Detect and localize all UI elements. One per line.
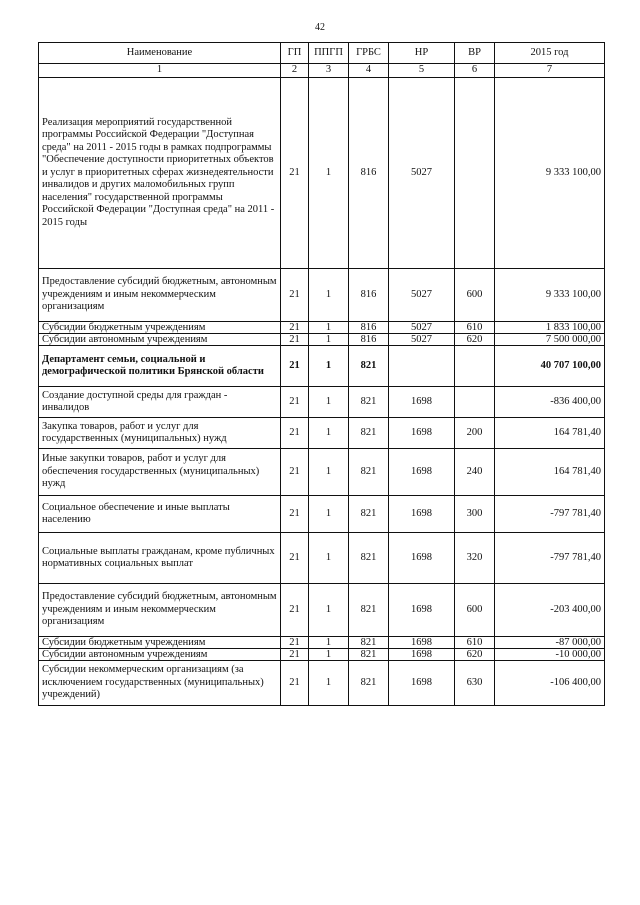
header-nr: НР bbox=[389, 43, 455, 64]
row-gp: 21 bbox=[281, 649, 309, 661]
row-gp: 21 bbox=[281, 449, 309, 496]
row-gp: 21 bbox=[281, 661, 309, 706]
row-grbs: 821 bbox=[349, 584, 389, 637]
table-row bbox=[39, 496, 605, 533]
table-row bbox=[39, 387, 605, 418]
index-cell: 6 bbox=[455, 64, 495, 78]
row-name: Реализация мероприятий государственной программы Российской Федерации "Доступная среда" на 2011 - 2015 годы в рамках подпрограммы "Обеспечение доступности приоритетных объектов и услуг в приоритетных сферах жизнедеятельности инвалидов и других маломобильных групп населения" государственной программы Российской Федерации "Доступная среда" на 2011 - 2015 годы bbox=[39, 78, 281, 269]
row-vr: 200 bbox=[455, 418, 495, 449]
header-grbs: ГРБС bbox=[349, 43, 389, 64]
row-gp: 21 bbox=[281, 584, 309, 637]
row-vr bbox=[455, 78, 495, 269]
table-row-department bbox=[39, 346, 605, 387]
row-gp: 21 bbox=[281, 78, 309, 269]
row-grbs: 821 bbox=[349, 418, 389, 449]
row-amount: -203 400,00 bbox=[495, 584, 605, 637]
row-vr: 240 bbox=[455, 449, 495, 496]
header-row bbox=[39, 43, 605, 64]
row-vr: 630 bbox=[455, 661, 495, 706]
row-ppgp: 1 bbox=[309, 387, 349, 418]
index-cell: 7 bbox=[495, 64, 605, 78]
row-name: Субсидии бюджетным учреждениям bbox=[39, 637, 281, 649]
row-amount: 1 833 100,00 bbox=[495, 322, 605, 334]
index-row bbox=[39, 64, 605, 78]
page-number: 42 bbox=[315, 22, 325, 33]
row-amount: -10 000,00 bbox=[495, 649, 605, 661]
row-gp: 21 bbox=[281, 269, 309, 322]
table-row bbox=[39, 533, 605, 584]
row-nr: 1698 bbox=[389, 584, 455, 637]
row-ppgp: 1 bbox=[309, 322, 349, 334]
row-nr: 1698 bbox=[389, 387, 455, 418]
row-amount: -797 781,40 bbox=[495, 496, 605, 533]
row-nr: 5027 bbox=[389, 334, 455, 346]
row-ppgp: 1 bbox=[309, 637, 349, 649]
row-grbs: 816 bbox=[349, 322, 389, 334]
row-name: Иные закупки товаров, работ и услуг для обеспечения государственных (муниципальных) нужд bbox=[39, 449, 281, 496]
row-name: Создание доступной среды для граждан - инвалидов bbox=[39, 387, 281, 418]
row-grbs: 821 bbox=[349, 637, 389, 649]
row-ppgp: 1 bbox=[309, 346, 349, 387]
row-grbs: 816 bbox=[349, 334, 389, 346]
row-nr: 1698 bbox=[389, 637, 455, 649]
row-vr bbox=[455, 387, 495, 418]
row-amount: -87 000,00 bbox=[495, 637, 605, 649]
row-gp: 21 bbox=[281, 334, 309, 346]
row-name: Социальное обеспечение и иные выплаты населению bbox=[39, 496, 281, 533]
row-nr: 1698 bbox=[389, 661, 455, 706]
row-ppgp: 1 bbox=[309, 418, 349, 449]
row-name: Предоставление субсидий бюджетным, автономным учреждениям и иным некоммерческим организациям bbox=[39, 584, 281, 637]
row-vr: 300 bbox=[455, 496, 495, 533]
row-name: Предоставление субсидий бюджетным, автономным учреждениям и иным некоммерческим организациям bbox=[39, 269, 281, 322]
row-ppgp: 1 bbox=[309, 584, 349, 637]
row-grbs: 821 bbox=[349, 661, 389, 706]
row-name: Субсидии бюджетным учреждениям bbox=[39, 322, 281, 334]
row-vr: 320 bbox=[455, 533, 495, 584]
row-grbs: 816 bbox=[349, 78, 389, 269]
row-gp: 21 bbox=[281, 346, 309, 387]
header-ppgp: ППГП bbox=[309, 43, 349, 64]
row-grbs: 821 bbox=[349, 449, 389, 496]
row-nr bbox=[389, 346, 455, 387]
row-vr: 600 bbox=[455, 269, 495, 322]
header-vr: ВР bbox=[455, 43, 495, 64]
table-row bbox=[39, 418, 605, 449]
table-row bbox=[39, 269, 605, 322]
table-row bbox=[39, 78, 605, 269]
row-vr bbox=[455, 346, 495, 387]
row-name: Департамент семьи, социальной и демографической политики Брянской области bbox=[39, 346, 281, 387]
row-ppgp: 1 bbox=[309, 496, 349, 533]
index-cell: 1 bbox=[39, 64, 281, 78]
row-ppgp: 1 bbox=[309, 649, 349, 661]
row-amount: -797 781,40 bbox=[495, 533, 605, 584]
row-grbs: 821 bbox=[349, 387, 389, 418]
row-amount: 7 500 000,00 bbox=[495, 334, 605, 346]
index-cell: 2 bbox=[281, 64, 309, 78]
table-row bbox=[39, 584, 605, 637]
row-amount: 40 707 100,00 bbox=[495, 346, 605, 387]
row-nr: 1698 bbox=[389, 649, 455, 661]
index-cell: 4 bbox=[349, 64, 389, 78]
header-name: Наименование bbox=[39, 43, 281, 64]
row-name: Субсидии некоммерческим организациям (за исключением государственных (муниципальных) учреждений) bbox=[39, 661, 281, 706]
row-ppgp: 1 bbox=[309, 78, 349, 269]
row-amount: 9 333 100,00 bbox=[495, 78, 605, 269]
row-grbs: 821 bbox=[349, 496, 389, 533]
row-nr: 5027 bbox=[389, 269, 455, 322]
row-nr: 1698 bbox=[389, 418, 455, 449]
row-gp: 21 bbox=[281, 496, 309, 533]
row-gp: 21 bbox=[281, 418, 309, 449]
row-vr: 600 bbox=[455, 584, 495, 637]
row-gp: 21 bbox=[281, 387, 309, 418]
row-gp: 21 bbox=[281, 637, 309, 649]
row-ppgp: 1 bbox=[309, 334, 349, 346]
row-ppgp: 1 bbox=[309, 533, 349, 584]
row-amount: 164 781,40 bbox=[495, 449, 605, 496]
row-gp: 21 bbox=[281, 533, 309, 584]
row-gp: 21 bbox=[281, 322, 309, 334]
row-grbs: 816 bbox=[349, 269, 389, 322]
table-row bbox=[39, 334, 605, 346]
index-cell: 5 bbox=[389, 64, 455, 78]
header-gp: ГП bbox=[281, 43, 309, 64]
budget-table bbox=[38, 42, 605, 706]
row-ppgp: 1 bbox=[309, 661, 349, 706]
row-vr: 620 bbox=[455, 649, 495, 661]
row-nr: 1698 bbox=[389, 496, 455, 533]
row-vr: 610 bbox=[455, 322, 495, 334]
row-ppgp: 1 bbox=[309, 269, 349, 322]
row-grbs: 821 bbox=[349, 346, 389, 387]
row-amount: -106 400,00 bbox=[495, 661, 605, 706]
row-amount: -836 400,00 bbox=[495, 387, 605, 418]
row-nr: 5027 bbox=[389, 322, 455, 334]
row-ppgp: 1 bbox=[309, 449, 349, 496]
table-row bbox=[39, 649, 605, 661]
row-nr: 1698 bbox=[389, 449, 455, 496]
table-row bbox=[39, 449, 605, 496]
table-row bbox=[39, 322, 605, 334]
row-nr: 5027 bbox=[389, 78, 455, 269]
header-year: 2015 год bbox=[495, 43, 605, 64]
row-vr: 620 bbox=[455, 334, 495, 346]
table-row bbox=[39, 661, 605, 706]
row-name: Субсидии автономным учреждениям bbox=[39, 649, 281, 661]
index-cell: 3 bbox=[309, 64, 349, 78]
table-row bbox=[39, 637, 605, 649]
row-grbs: 821 bbox=[349, 649, 389, 661]
row-amount: 9 333 100,00 bbox=[495, 269, 605, 322]
row-amount: 164 781,40 bbox=[495, 418, 605, 449]
row-name: Социальные выплаты гражданам, кроме публичных нормативных социальных выплат bbox=[39, 533, 281, 584]
row-vr: 610 bbox=[455, 637, 495, 649]
row-name: Субсидии автономным учреждениям bbox=[39, 334, 281, 346]
row-name: Закупка товаров, работ и услуг для государственных (муниципальных) нужд bbox=[39, 418, 281, 449]
row-nr: 1698 bbox=[389, 533, 455, 584]
row-grbs: 821 bbox=[349, 533, 389, 584]
